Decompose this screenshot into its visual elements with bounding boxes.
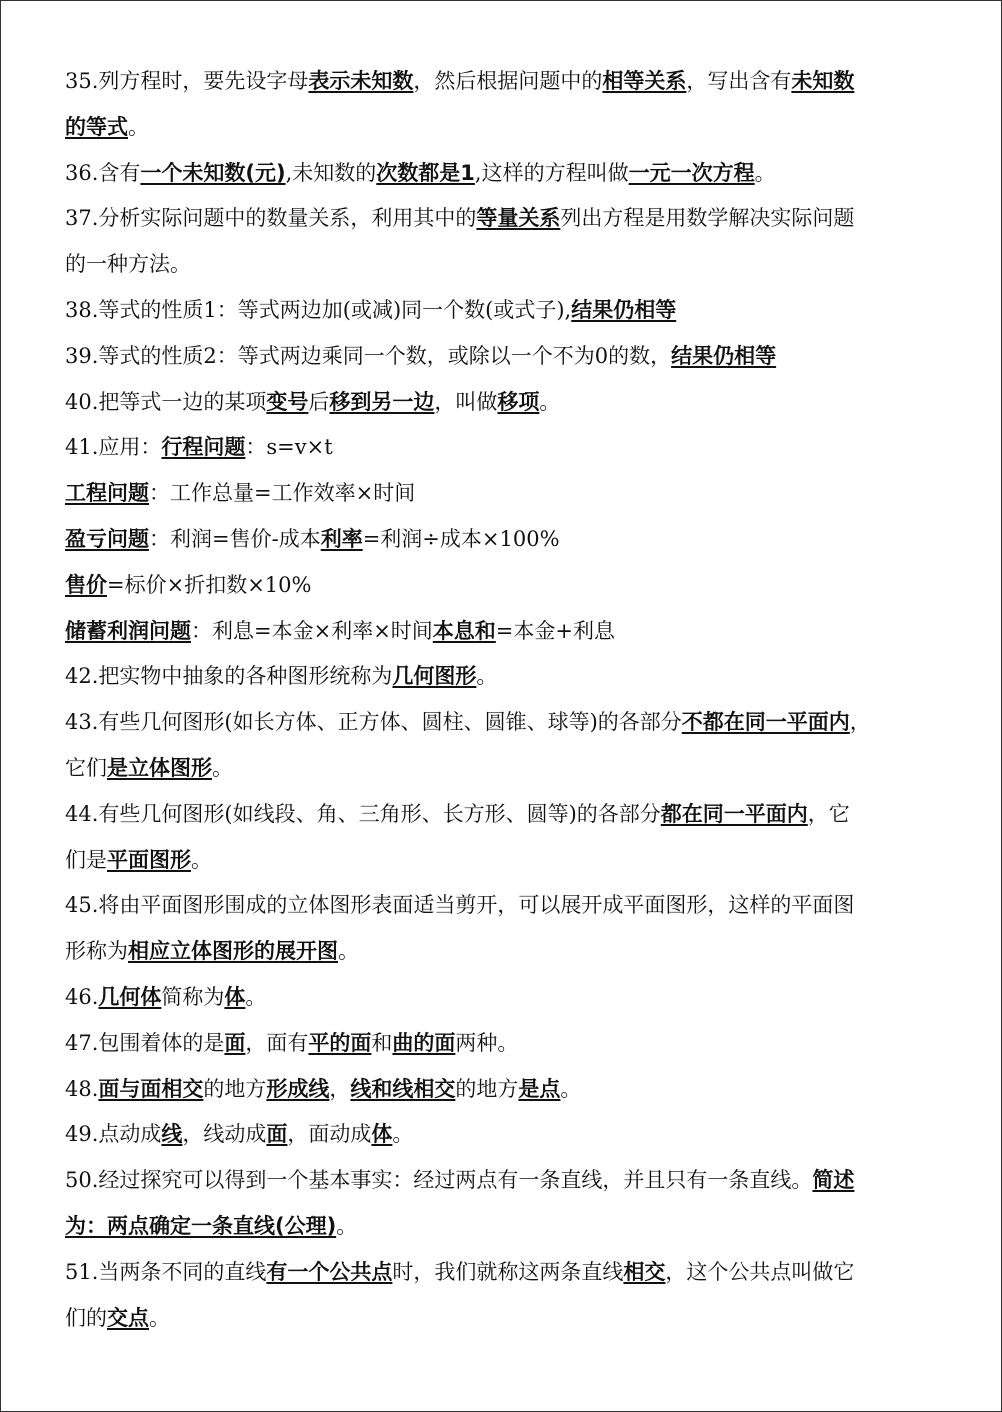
text-line — [65, 792, 941, 838]
text-segment: 。 — [539, 389, 561, 414]
text-line — [65, 883, 941, 929]
keyword-underlined: 表示未知数 — [308, 69, 414, 93]
text-line — [65, 471, 941, 517]
keyword-underlined: 面与面相交 — [98, 1076, 204, 1101]
text-segment: 。 — [336, 1213, 358, 1238]
text-segment: 51.当两条不同的直线 — [65, 1259, 267, 1284]
text-segment: 46. — [65, 984, 99, 1009]
keyword-underlined: 不都在同一平面内 — [681, 710, 850, 735]
keyword-underlined: 等量关系 — [476, 206, 561, 231]
text-segment: 。 — [392, 1122, 414, 1147]
text-segment: 的地方 — [455, 1076, 519, 1101]
text-segment: 。 — [149, 1305, 170, 1330]
text-line — [65, 609, 941, 655]
text-segment: 43.有些几何图形(如长方体、正方体、圆柱、圆锥、球等)的各部分 — [65, 710, 682, 735]
text-segment: 41.应用： — [65, 435, 162, 460]
text-segment: 时，我们就称这两条直线 — [392, 1259, 624, 1284]
text-segment: ：利润=售价-成本 — [149, 526, 321, 551]
text-line — [65, 1067, 941, 1113]
keyword-underlined: 线和线相交 — [350, 1076, 456, 1101]
keyword-underlined: 未知数 — [791, 69, 855, 93]
keyword-underlined: 利率 — [320, 526, 363, 551]
keyword-underlined: 工程问题 — [65, 481, 149, 506]
text-segment: ，面动成 — [287, 1122, 372, 1147]
document-body — [65, 59, 941, 1341]
text-segment: 们是 — [65, 847, 107, 872]
keyword-underlined: 几何体 — [98, 984, 162, 1009]
text-line — [65, 1204, 941, 1250]
text-segment: 和 — [371, 1030, 393, 1055]
text-segment: ,未知数的 — [285, 160, 377, 185]
keyword-underlined: 相等关系 — [602, 69, 687, 93]
text-line — [65, 425, 941, 471]
keyword-underlined: 面 — [224, 1030, 246, 1055]
keyword-underlined: 行程问题 — [161, 435, 246, 460]
text-segment: 。 — [191, 847, 212, 872]
keyword-underlined: 移到另一边 — [329, 389, 435, 414]
keyword-underlined: 售价 — [65, 572, 107, 597]
text-line — [65, 59, 941, 105]
text-segment: 。 — [128, 114, 149, 139]
text-line — [65, 1158, 941, 1204]
text-line — [65, 196, 941, 242]
keyword-underlined: 线 — [161, 1122, 183, 1147]
text-segment: 47.包围着体的是 — [65, 1030, 225, 1055]
keyword-underlined: 平面图形 — [107, 847, 191, 872]
keyword-underlined: 相交 — [623, 1259, 666, 1284]
text-segment: 39.等式的性质2：等式两边乘同一个数，或除以一个不为0的数， — [65, 343, 672, 368]
keyword-underlined: 几何图形 — [392, 664, 477, 689]
keyword-underlined: 结果仍相等 — [571, 297, 677, 322]
text-line — [65, 563, 941, 609]
text-segment: 。 — [212, 755, 233, 780]
text-segment: 列出方程是用数学解决实际问题 — [560, 206, 855, 231]
text-segment: 。 — [245, 984, 267, 1009]
text-segment: ，面有 — [245, 1030, 309, 1055]
text-line — [65, 1296, 941, 1342]
text-segment: ,这样的方程叫做 — [474, 160, 629, 185]
text-line — [65, 1021, 941, 1067]
text-segment: 48. — [65, 1076, 99, 1101]
text-segment: 它们 — [65, 755, 107, 780]
text-line — [65, 746, 941, 792]
text-segment: 。 — [754, 160, 776, 185]
keyword-underlined: 形成线 — [266, 1076, 330, 1101]
text-segment: 们的 — [65, 1305, 107, 1330]
keyword-underlined: 都在同一平面内 — [660, 801, 808, 826]
text-line — [65, 929, 941, 975]
keyword-underlined: 曲的面 — [392, 1030, 456, 1055]
keyword-underlined: 相应立体图形的展开图 — [128, 939, 338, 964]
text-segment: 50.经过探究可以得到一个基本事实：经过两点有一条直线，并且只有一条直线。 — [65, 1168, 813, 1193]
keyword-underlined: 盈亏问题 — [65, 526, 149, 551]
text-line — [65, 975, 941, 1021]
text-segment: ，写出含有 — [686, 69, 792, 93]
keyword-underlined: 面 — [266, 1122, 288, 1147]
text-segment: 形称为 — [65, 939, 128, 964]
text-segment: 。 — [560, 1076, 582, 1101]
text-line — [65, 517, 941, 563]
text-segment: 35.列方程时，要先设字母 — [65, 69, 309, 93]
text-line — [65, 151, 941, 197]
text-segment: ，线动成 — [182, 1122, 267, 1147]
text-segment: 两种。 — [455, 1030, 519, 1055]
text-line — [65, 1112, 941, 1158]
text-segment: ，它 — [807, 801, 850, 826]
text-line — [65, 380, 941, 426]
keyword-underlined: 有一个公共点 — [266, 1259, 393, 1284]
text-segment: 38.等式的性质1：等式两边加(或减)同一个数(或式子), — [65, 297, 572, 322]
text-segment: 的地方 — [203, 1076, 267, 1101]
text-segment: 37.分析实际问题中的数量关系，利用其中的 — [65, 206, 477, 231]
text-segment: =本金+利息 — [495, 618, 615, 643]
keyword-underlined: 本息和 — [432, 618, 496, 643]
text-segment: 44.有些几何图形(如线段、角、三角形、长方形、圆等)的各部分 — [65, 801, 661, 826]
text-segment: ：工作总量=工作效率×时间 — [149, 481, 416, 506]
text-segment: ， — [329, 1076, 351, 1101]
keyword-underlined: 体 — [224, 984, 246, 1009]
keyword-underlined: 是点 — [518, 1076, 561, 1101]
text-segment: 。 — [476, 664, 498, 689]
text-segment: 的一种方法。 — [65, 252, 191, 277]
text-line — [65, 334, 941, 380]
keyword-underlined: 结果仍相等 — [671, 343, 777, 368]
text-segment: 49.点动成 — [65, 1122, 162, 1147]
text-line — [65, 288, 941, 334]
keyword-underlined: 平的面 — [308, 1030, 372, 1055]
keyword-underlined: 一个未知数(元) — [140, 160, 286, 185]
keyword-underlined: 储蓄利润问题 — [65, 618, 191, 643]
text-segment: ：s=v×t — [245, 435, 333, 460]
text-line — [65, 105, 941, 151]
text-line — [65, 700, 941, 746]
keyword-underlined: 体 — [371, 1122, 393, 1147]
text-segment: ，这个公共点叫做它 — [665, 1259, 855, 1284]
text-line — [65, 838, 941, 884]
text-segment: =标价×折扣数×10% — [107, 572, 312, 597]
text-segment: 45.将由平面图形围成的立体图形表面适当剪开，可以展开成平面图形，这样的平面图 — [65, 893, 855, 918]
keyword-underlined: 移项 — [497, 389, 540, 414]
keyword-underlined: 是立体图形 — [107, 755, 212, 780]
keyword-underlined: 交点 — [107, 1305, 149, 1330]
keyword-underlined: 的等式 — [65, 114, 128, 139]
text-segment: 36.含有 — [65, 160, 141, 185]
text-segment: ，然后根据问题中的 — [413, 69, 603, 93]
text-segment: =利润÷成本×100% — [362, 526, 560, 551]
keyword-underlined: 变号 — [266, 389, 309, 414]
text-segment: ，叫做 — [434, 389, 498, 414]
keyword-underlined: 简述 — [812, 1168, 855, 1193]
keyword-underlined: 次数都是1 — [376, 160, 475, 185]
text-line — [65, 242, 941, 288]
text-line — [65, 1250, 941, 1296]
text-segment: 后 — [308, 389, 330, 414]
text-segment: 简称为 — [161, 984, 225, 1009]
text-segment: 40.把等式一边的某项 — [65, 389, 267, 414]
keyword-underlined: 为：两点确定一条直线(公理) — [65, 1213, 337, 1238]
text-segment: 。 — [338, 939, 359, 964]
text-segment: ， — [849, 710, 871, 735]
text-line — [65, 654, 941, 700]
text-segment: 42.把实物中抽象的各种图形统称为 — [65, 664, 393, 689]
text-segment: ：利息=本金×利率×时间 — [191, 618, 433, 643]
keyword-underlined: 一元一次方程 — [628, 160, 755, 185]
